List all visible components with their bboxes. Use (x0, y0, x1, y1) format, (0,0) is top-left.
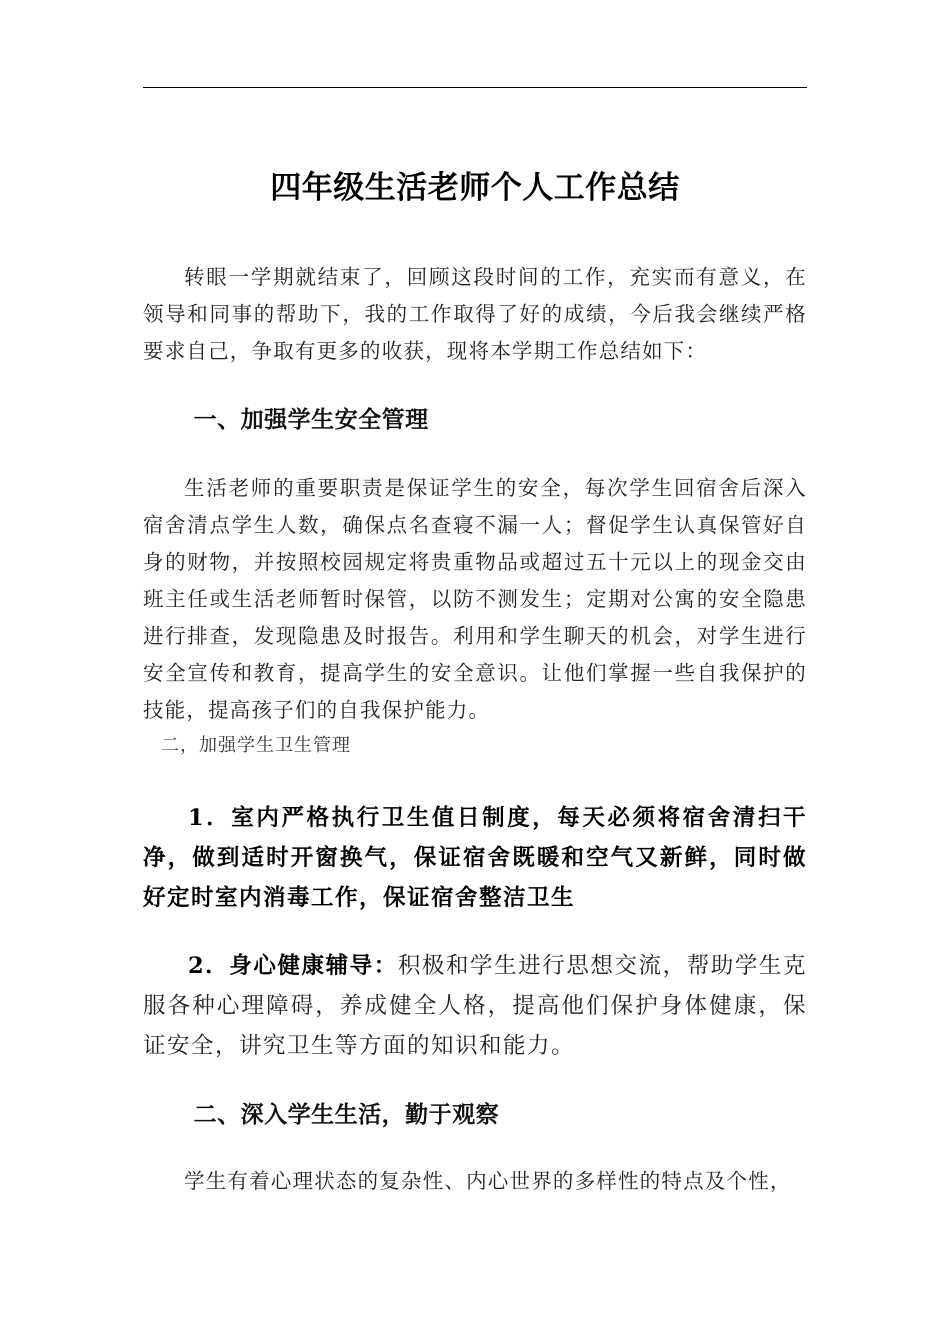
hygiene-item-2 (143, 946, 807, 1066)
hygiene-item-2-text: 积极和学生进行思想交流，帮助学生克服各种心理障碍，养成健全人格，提高他们保护身体健康，保证安全，讲究卫生等方面的知识和能力。 (143, 953, 807, 1059)
intro-paragraph: 转眼一学期就结束了，回顾这段时间的工作，充实而有意义，在领导和同事的帮助下，我的工作取得了好的成绩，今后我会继续严格要求自己，争取有更多的收获，现将本学期工作总结如下： (143, 265, 807, 363)
observation-paragraph: 学生有着心理状态的复杂性、内心世界的多样性的特点及个性， (184, 1169, 792, 1193)
section-heading-hygiene: 二，加强学生卫生管理 (161, 735, 351, 756)
header-rule (143, 87, 807, 88)
section-heading-observation: 二、深入学生生活，勤于观察 (193, 1101, 500, 1128)
section-heading-safety: 一、加强学生安全管理 (193, 406, 429, 433)
hygiene-item-1: 1．室内严格执行卫生值日制度，每天必须将宿舍清扫干净，做到适时开窗换气，保证宿舍既暖和空气又新鲜，同时做好定时室内消毒工作，保证宿舍整洁卫生 (143, 805, 807, 911)
document-body (143, 259, 807, 1200)
document-title: 四年级生活老师个人工作总结 (270, 170, 680, 206)
safety-paragraph: 生活老师的重要职责是保证学生的安全，每次学生回宿舍后深入宿舍清点学生人数，确保点名查寝不漏一人；督促学生认真保管好自身的财物，并按照校园规定将贵重物品或超过五十元以上的现金交由班主任或生活老师暂时保管，以防不测发生；定期对公寓的安全隐患进行排查，发现隐患及时报告。利用和学生聊天的机会，对学生进行安全宣传和教育，提高学生的安全意识。让他们掌握一些自我保护的技能，提高孩子们的自我保护能力。 (143, 476, 807, 722)
hygiene-item-2-label: 2．身心健康辅导： (188, 953, 398, 979)
